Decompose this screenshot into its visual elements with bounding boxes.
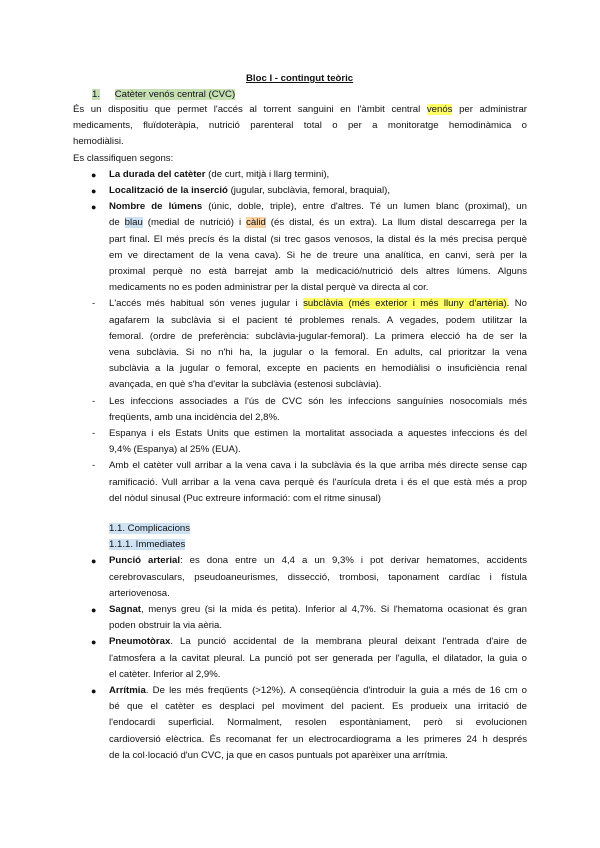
bullet-marker: ● [91, 186, 97, 196]
text-run: És un dispositiu que permet l'accés al torrent sanguini en l'àmbit central [73, 104, 427, 115]
bullet-line [109, 201, 527, 213]
bullet-line [109, 234, 527, 246]
bullet-line [109, 701, 527, 713]
bullet-line [109, 185, 390, 197]
text-run: Espanya i els Estats Units que estimen la mortalitat associada a aquestes infeccions és del [109, 428, 527, 439]
bullet-line [109, 620, 222, 632]
text-run: (de curt, mitjà i llarg termini), [205, 168, 330, 180]
bullet-line [109, 217, 527, 229]
text-run: . De les més freqüents (>12%). A conseqüència d'introduir la guia a més de 16 cm o [145, 685, 527, 696]
highlighted-text: subclàvia (més exterior i més lluny d'artèria) [303, 298, 507, 310]
text-run: medicaments, fluïdoteràpia, nutrició parenteral total o per a monitoratge hemodinàmica o [73, 120, 527, 132]
dash-line [109, 363, 527, 375]
dash-line [109, 379, 381, 391]
text-run: 9,4% (Espanya) al 25% (EUA). [109, 444, 241, 456]
intro-line [73, 120, 527, 132]
text-run: medicaments no es poden administrar per la distal perquè va directa al cor. [109, 282, 429, 294]
section-1-title: Catèter venós central (CVC) [114, 89, 236, 100]
highlighted-text: blau [124, 217, 143, 229]
text-run: L'accés més habitual són venes jugular i [109, 298, 304, 310]
text-run: subclàvia a la jugular o femoral, excepte en pacients en hemodiàlisi o insuficiència renal [109, 363, 527, 375]
text-run: (medial de nutrició) i [142, 217, 247, 229]
section-1-1-heading [109, 523, 190, 535]
text-run: , menys greu (si la mida és petita). Inferior al 4,7%. Si l'hematoma ocasionat és gran [141, 604, 527, 615]
section-heading-text: 1.1. Complicacions [109, 523, 191, 534]
dash-line [109, 331, 527, 343]
text-run: . No [506, 298, 528, 310]
bullet-bold-label: Nombre de lúmens [109, 201, 203, 213]
text-run: ramificació. Vull arribar a la vena cava perquè és l'aurícula dreta i és el que està més a prop [109, 476, 527, 488]
page-title: Bloc I - contingut teòric [246, 73, 354, 84]
text-run: l'endocardi superficial. Normalment, resolen espontàniament, però si evolucionen [109, 717, 527, 729]
intro-line [73, 136, 124, 148]
bullet-line [109, 266, 527, 278]
dash-marker: - [92, 298, 96, 310]
intro-line [73, 104, 527, 116]
text-run: bé que el catèter es desplaci pel moviment del pacient. Es produeix una irritació de [109, 701, 527, 713]
text-run: el catèter. Inferior al 2,9%. [109, 668, 221, 680]
bullet-line [109, 572, 527, 584]
bullet-bold-label: Punció arterial [109, 555, 180, 567]
bullet-marker: ● [91, 556, 97, 567]
dash-line [109, 444, 241, 456]
text-run: part final. El més precís és la distal (si trec gasos venosos, la distal és la més precisa perquè [109, 233, 527, 245]
dash-line [109, 396, 527, 408]
text-run: hemodiàlisi. [73, 136, 124, 148]
bullet-bold-label: Sagnat [109, 604, 141, 615]
dash-line [109, 428, 527, 440]
dash-line [109, 315, 527, 327]
bullet-line [109, 250, 527, 262]
bullet-line [109, 717, 527, 729]
text-run: freqüents, amb una incidència del 2,8%. [109, 411, 280, 423]
dash-marker: - [92, 428, 96, 439]
text-run: Es classifiquen segons: [73, 152, 174, 164]
dash-line [109, 412, 280, 424]
bullet-marker: ● [91, 637, 97, 648]
section-1-number: 1. [92, 89, 101, 100]
text-run: cerebrovasculars, pseudoaneurismes, dissecció, trombosi, taponament cardíac i fístula [109, 571, 527, 583]
text-run: de [109, 217, 125, 229]
bullet-marker: ● [91, 605, 97, 615]
dash-line [109, 477, 527, 489]
text-run: avançada, en què s'ha d'evitar la subclàvia (estenosi subclàvia). [109, 379, 382, 391]
bullet-bold-label: Arrítmia [109, 685, 146, 696]
bullet-line [109, 734, 527, 746]
dash-line [109, 460, 527, 472]
bullet-line [109, 653, 527, 665]
text-run: proximal perquè no està barrejat amb la medicació/nutrició dels altres lúmens. Alguns [109, 266, 527, 277]
text-run: vena subclàvia. Si no n'hi ha, la jugular o la femoral. En adults, cal prioritzar la vena [109, 347, 527, 358]
dash-line [109, 493, 381, 505]
text-run: Amb el catèter vull arribar a la vena cava i la subclàvia és la que arriba més directe sense cap [109, 460, 527, 472]
text-run: arteriovenosa. [109, 587, 170, 599]
intro-line [73, 153, 173, 165]
bullet-line [109, 555, 527, 567]
bullet-marker: ● [91, 686, 97, 696]
bullet-bold-label: La durada del catèter [109, 168, 206, 180]
dash-marker: - [92, 395, 96, 407]
section-1-heading [92, 89, 235, 101]
section-heading-text: 1.1.1. Immediates [109, 539, 186, 551]
text-run: l'atmosfera a la cavitat pleural. La punció pot ser generada per l'agulla, el dilatador, la guia o [109, 652, 527, 664]
text-run: : es dona entre un 4,4 a un 9,3% i pot derivar hematomes, accidents [179, 555, 527, 567]
bullet-line [109, 604, 527, 616]
bullet-bold-label: Pneumotòrax [109, 636, 171, 648]
text-run: (únic, doble, triple), entre d'altres. Té un lumen blanc (proximal), un [202, 201, 527, 213]
dash-marker: - [92, 460, 96, 472]
bullet-marker: ● [91, 169, 97, 180]
bullet-line [109, 282, 428, 294]
bullet-line [109, 750, 448, 762]
text-run: em ve directament de la vena cava). Si he de treure una analítica, en canvi, serà per la [109, 249, 527, 261]
bullet-line [109, 685, 527, 697]
text-run: Les infeccions associades a l'ús de CVC són les infeccions sanguínies nosocomials més [109, 395, 527, 407]
text-run: femoral. (ordre de preferència: subclàvia-jugular-femoral). La primera elecció ha de ser la [109, 330, 527, 342]
bullet-line [109, 669, 220, 681]
text-run: (jugular, subclàvia, femoral, braquial), [227, 185, 391, 196]
text-run: cardioversió elèctrica. És recomanat fer un electrocardiograma a les primeres 24 h després [109, 733, 527, 745]
bullet-line [109, 588, 170, 600]
highlighted-text: venós [426, 104, 453, 115]
bullet-line [109, 636, 527, 648]
text-run: per administrar [452, 104, 527, 115]
bullet-marker: ● [91, 202, 97, 213]
text-run: (és distal, és un extra). La llum distal descarrega per la [265, 217, 527, 229]
dash-line [109, 298, 527, 310]
highlighted-text: càlid [246, 217, 266, 229]
text-run: poden obstruir la via aèria. [109, 620, 223, 632]
text-run: . La punció accidental de la membrana pleural deixant l'entrada d'aire de [170, 636, 527, 648]
bullet-line [109, 169, 329, 181]
section-1-1-1-heading [109, 539, 185, 551]
text-run: agafarem la subclàvia si el pacient té problemes renals. A vegades, podem utilitzar la [109, 314, 527, 326]
dash-line [109, 347, 527, 359]
text-run: del nòdul sinusal (Puc extreure informació: com el ritme sinusal) [109, 492, 381, 504]
text-run: de la col·locació d'un CVC, ja que en casos puntuals pot aparèixer una arrítmia. [109, 749, 448, 761]
bullet-bold-label: Localització de la inserció [109, 185, 228, 196]
